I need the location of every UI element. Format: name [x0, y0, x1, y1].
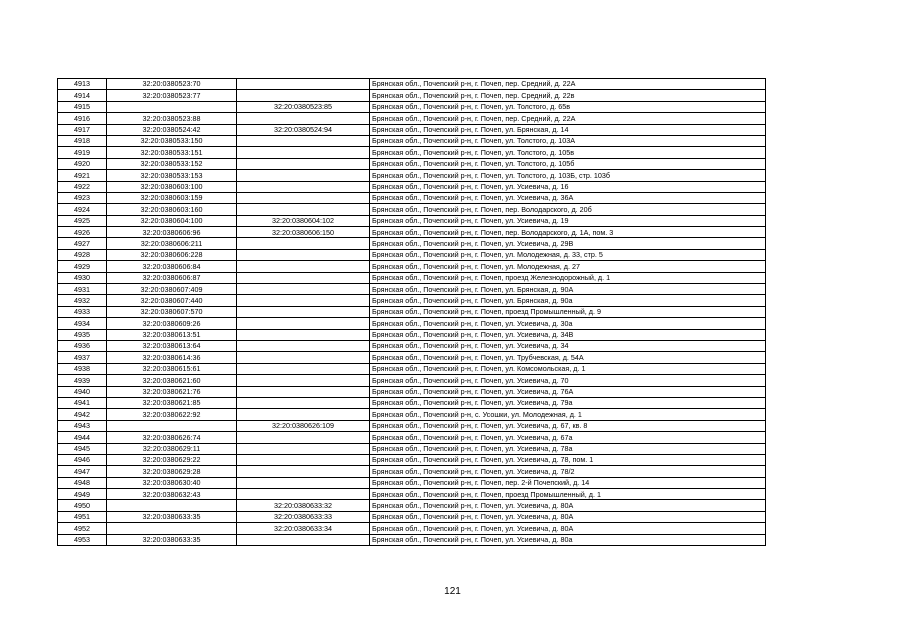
table-row — [58, 147, 766, 158]
table-row — [58, 511, 766, 522]
linked-cadastral-number-cell — [237, 272, 370, 283]
table-row — [58, 432, 766, 443]
address-cell: Брянская обл., Почепский р-н, г. Почеп, пер. Володарского, д. 20б — [370, 204, 766, 215]
row-number-cell: 4938 — [58, 363, 107, 374]
cadastral-number-cell: 32:20:0380607:440 — [107, 295, 237, 306]
table-row — [58, 204, 766, 215]
row-number-cell: 4927 — [58, 238, 107, 249]
address-cell: Брянская обл., Почепский р-н, г. Почеп, пер. Средний, д. 22в — [370, 90, 766, 101]
linked-cadastral-number-cell — [237, 318, 370, 329]
table-row — [58, 284, 766, 295]
table-row — [58, 158, 766, 169]
cadastral-number-cell: 32:20:0380533:153 — [107, 170, 237, 181]
address-cell: Брянская обл., Почепский р-н, г. Почеп, ул. Усиевича, д. 80А — [370, 500, 766, 511]
linked-cadastral-number-cell — [237, 443, 370, 454]
row-number-cell: 4915 — [58, 101, 107, 112]
row-number-cell: 4920 — [58, 158, 107, 169]
row-number-cell: 4949 — [58, 489, 107, 500]
cadastral-number-cell: 32:20:0380606:84 — [107, 261, 237, 272]
row-number-cell: 4947 — [58, 466, 107, 477]
table-row — [58, 113, 766, 124]
table-row — [58, 375, 766, 386]
linked-cadastral-number-cell — [237, 249, 370, 260]
cadastral-number-cell: 32:20:0380613:64 — [107, 340, 237, 351]
table-row — [58, 238, 766, 249]
linked-cadastral-number-cell — [237, 386, 370, 397]
linked-cadastral-number-cell: 32:20:0380606:150 — [237, 227, 370, 238]
row-number-cell: 4919 — [58, 147, 107, 158]
table-row — [58, 363, 766, 374]
table-row — [58, 489, 766, 500]
row-number-cell: 4944 — [58, 432, 107, 443]
registry-table — [57, 78, 766, 546]
address-cell: Брянская обл., Почепский р-н, г. Почеп, ул. Брянская, д. 90А — [370, 284, 766, 295]
linked-cadastral-number-cell: 32:20:0380626:109 — [237, 420, 370, 431]
cadastral-number-cell: 32:20:0380523:88 — [107, 113, 237, 124]
address-cell: Брянская обл., Почепский р-н, г. Почеп, проезд Промышленный, д. 9 — [370, 306, 766, 317]
cadastral-number-cell: 32:20:0380533:151 — [107, 147, 237, 158]
linked-cadastral-number-cell — [237, 113, 370, 124]
address-cell: Брянская обл., Почепский р-н, г. Почеп, ул. Толстого, д. 65в — [370, 101, 766, 112]
linked-cadastral-number-cell — [237, 181, 370, 192]
cadastral-number-cell: 32:20:0380633:35 — [107, 534, 237, 545]
table-row — [58, 318, 766, 329]
linked-cadastral-number-cell — [237, 340, 370, 351]
address-cell: Брянская обл., Почепский р-н, г. Почеп, ул. Усиевича, д. 80А — [370, 523, 766, 534]
table-row — [58, 329, 766, 340]
address-cell: Брянская обл., Почепский р-н, г. Почеп, ул. Комсомольская, д. 1 — [370, 363, 766, 374]
linked-cadastral-number-cell — [237, 295, 370, 306]
row-number-cell: 4929 — [58, 261, 107, 272]
address-cell: Брянская обл., Почепский р-н, г. Почеп, ул. Усиевича, д. 78, пом. 1 — [370, 454, 766, 465]
linked-cadastral-number-cell — [237, 352, 370, 363]
row-number-cell: 4935 — [58, 329, 107, 340]
linked-cadastral-number-cell — [237, 90, 370, 101]
linked-cadastral-number-cell — [237, 432, 370, 443]
address-cell: Брянская обл., Почепский р-н, с. Усошки, ул. Молодежная, д. 1 — [370, 409, 766, 420]
row-number-cell: 4952 — [58, 523, 107, 534]
table-row — [58, 90, 766, 101]
row-number-cell: 4937 — [58, 352, 107, 363]
table-row — [58, 272, 766, 283]
cadastral-number-cell: 32:20:0380613:51 — [107, 329, 237, 340]
cadastral-number-cell: 32:20:0380524:42 — [107, 124, 237, 135]
cadastral-number-cell: 32:20:0380606:228 — [107, 249, 237, 260]
row-number-cell: 4926 — [58, 227, 107, 238]
address-cell: Брянская обл., Почепский р-н, г. Почеп, ул. Усиевича, д. 30а — [370, 318, 766, 329]
table-row — [58, 170, 766, 181]
linked-cadastral-number-cell — [237, 409, 370, 420]
address-cell: Брянская обл., Почепский р-н, г. Почеп, пер. Средний, д. 22А — [370, 79, 766, 90]
table-row — [58, 261, 766, 272]
row-number-cell: 4913 — [58, 79, 107, 90]
table-row — [58, 181, 766, 192]
address-cell: Брянская обл., Почепский р-н, г. Почеп, ул. Усиевича, д. 67а — [370, 432, 766, 443]
address-cell: Брянская обл., Почепский р-н, г. Почеп, ул. Толстого, д. 105б — [370, 158, 766, 169]
linked-cadastral-number-cell — [237, 170, 370, 181]
row-number-cell: 4942 — [58, 409, 107, 420]
row-number-cell: 4941 — [58, 397, 107, 408]
cadastral-number-cell: 32:20:0380621:60 — [107, 375, 237, 386]
table-row — [58, 295, 766, 306]
linked-cadastral-number-cell: 32:20:0380633:32 — [237, 500, 370, 511]
address-cell: Брянская обл., Почепский р-н, г. Почеп, ул. Трубчевская, д. 54А — [370, 352, 766, 363]
table-row — [58, 215, 766, 226]
row-number-cell: 4930 — [58, 272, 107, 283]
table-row — [58, 420, 766, 431]
row-number-cell: 4918 — [58, 135, 107, 146]
row-number-cell: 4940 — [58, 386, 107, 397]
address-cell: Брянская обл., Почепский р-н, г. Почеп, ул. Толстого, д. 105в — [370, 147, 766, 158]
row-number-cell: 4948 — [58, 477, 107, 488]
table-row — [58, 443, 766, 454]
page-number: 121 — [444, 586, 461, 597]
linked-cadastral-number-cell: 32:20:0380633:34 — [237, 523, 370, 534]
cadastral-number-cell: 32:20:0380523:77 — [107, 90, 237, 101]
address-cell: Брянская обл., Почепский р-н, г. Почеп, пер. Володарского, д. 1А, пом. 3 — [370, 227, 766, 238]
row-number-cell: 4914 — [58, 90, 107, 101]
cadastral-number-cell — [107, 101, 237, 112]
linked-cadastral-number-cell — [237, 329, 370, 340]
linked-cadastral-number-cell — [237, 204, 370, 215]
address-cell: Брянская обл., Почепский р-н, г. Почеп, ул. Усиевича, д. 16 — [370, 181, 766, 192]
linked-cadastral-number-cell — [237, 135, 370, 146]
cadastral-number-cell: 32:20:0380615:61 — [107, 363, 237, 374]
cadastral-number-cell: 32:20:0380606:87 — [107, 272, 237, 283]
cadastral-number-cell: 32:20:0380607:570 — [107, 306, 237, 317]
address-cell: Брянская обл., Почепский р-н, г. Почеп, проезд Железнодорожный, д. 1 — [370, 272, 766, 283]
row-number-cell: 4951 — [58, 511, 107, 522]
row-number-cell: 4916 — [58, 113, 107, 124]
table-row — [58, 101, 766, 112]
address-cell: Брянская обл., Почепский р-н, г. Почеп, ул. Усиевича, д. 34 — [370, 340, 766, 351]
row-number-cell: 4950 — [58, 500, 107, 511]
row-number-cell: 4943 — [58, 420, 107, 431]
row-number-cell: 4928 — [58, 249, 107, 260]
linked-cadastral-number-cell — [237, 79, 370, 90]
row-number-cell: 4922 — [58, 181, 107, 192]
table-row — [58, 227, 766, 238]
cadastral-number-cell: 32:20:0380621:76 — [107, 386, 237, 397]
row-number-cell: 4933 — [58, 306, 107, 317]
cadastral-number-cell: 32:20:0380621:85 — [107, 397, 237, 408]
address-cell: Брянская обл., Почепский р-н, г. Почеп, ул. Усиевича, д. 67, кв. 8 — [370, 420, 766, 431]
linked-cadastral-number-cell: 32:20:0380633:33 — [237, 511, 370, 522]
cadastral-number-cell: 32:20:0380614:36 — [107, 352, 237, 363]
table-row — [58, 135, 766, 146]
table-body — [58, 79, 766, 546]
linked-cadastral-number-cell — [237, 192, 370, 203]
cadastral-number-cell: 32:20:0380603:159 — [107, 192, 237, 203]
address-cell: Брянская обл., Почепский р-н, г. Почеп, ул. Усиевича, д. 80А — [370, 511, 766, 522]
cadastral-number-cell: 32:20:0380607:409 — [107, 284, 237, 295]
address-cell: Брянская обл., Почепский р-н, г. Почеп, ул. Усиевича, д. 79а — [370, 397, 766, 408]
cadastral-number-cell: 32:20:0380606:96 — [107, 227, 237, 238]
linked-cadastral-number-cell — [237, 363, 370, 374]
address-cell: Брянская обл., Почепский р-н, г. Почеп, ул. Молодежная, д. 33, стр. 5 — [370, 249, 766, 260]
address-cell: Брянская обл., Почепский р-н, г. Почеп, пер. 2-й Почепский, д. 14 — [370, 477, 766, 488]
address-cell: Брянская обл., Почепский р-н, г. Почеп, ул. Молодежная, д. 27 — [370, 261, 766, 272]
table-row — [58, 249, 766, 260]
address-cell: Брянская обл., Почепский р-н, г. Почеп, ул. Толстого, д. 103А — [370, 135, 766, 146]
address-cell: Брянская обл., Почепский р-н, г. Почеп, ул. Брянская, д. 90а — [370, 295, 766, 306]
cadastral-number-cell: 32:20:0380609:26 — [107, 318, 237, 329]
cadastral-number-cell — [107, 523, 237, 534]
table-row — [58, 500, 766, 511]
table-row — [58, 477, 766, 488]
linked-cadastral-number-cell — [237, 158, 370, 169]
address-cell: Брянская обл., Почепский р-н, г. Почеп, ул. Усиевича, д. 29В — [370, 238, 766, 249]
address-cell: Брянская обл., Почепский р-н, г. Почеп, ул. Усиевича, д. 36А — [370, 192, 766, 203]
cadastral-number-cell: 32:20:0380629:11 — [107, 443, 237, 454]
linked-cadastral-number-cell — [237, 477, 370, 488]
address-cell: Брянская обл., Почепский р-н, г. Почеп, ул. Усиевича, д. 78а — [370, 443, 766, 454]
table-row — [58, 409, 766, 420]
address-cell: Брянская обл., Почепский р-н, г. Почеп, ул. Усиевича, д. 19 — [370, 215, 766, 226]
cadastral-number-cell — [107, 420, 237, 431]
address-cell: Брянская обл., Почепский р-н, г. Почеп, проезд Промышленный, д. 1 — [370, 489, 766, 500]
row-number-cell: 4936 — [58, 340, 107, 351]
linked-cadastral-number-cell — [237, 466, 370, 477]
row-number-cell: 4925 — [58, 215, 107, 226]
linked-cadastral-number-cell — [237, 284, 370, 295]
cadastral-number-cell: 32:20:0380533:150 — [107, 135, 237, 146]
address-cell: Брянская обл., Почепский р-н, г. Почеп, ул. Усиевича, д. 76А — [370, 386, 766, 397]
row-number-cell: 4923 — [58, 192, 107, 203]
row-number-cell: 4932 — [58, 295, 107, 306]
cadastral-number-cell: 32:20:0380606:211 — [107, 238, 237, 249]
table-row — [58, 386, 766, 397]
linked-cadastral-number-cell — [237, 147, 370, 158]
cadastral-number-cell: 32:20:0380632:43 — [107, 489, 237, 500]
cadastral-number-cell: 32:20:0380629:22 — [107, 454, 237, 465]
linked-cadastral-number-cell — [237, 306, 370, 317]
linked-cadastral-number-cell: 32:20:0380524:94 — [237, 124, 370, 135]
table-row — [58, 340, 766, 351]
table-row — [58, 534, 766, 545]
table-row — [58, 79, 766, 90]
row-number-cell: 4917 — [58, 124, 107, 135]
linked-cadastral-number-cell — [237, 489, 370, 500]
cadastral-number-cell: 32:20:0380523:70 — [107, 79, 237, 90]
cadastral-number-cell: 32:20:0380533:152 — [107, 158, 237, 169]
linked-cadastral-number-cell: 32:20:0380523:85 — [237, 101, 370, 112]
linked-cadastral-number-cell — [237, 238, 370, 249]
table-row — [58, 352, 766, 363]
linked-cadastral-number-cell — [237, 375, 370, 386]
cadastral-number-cell: 32:20:0380603:100 — [107, 181, 237, 192]
table-row — [58, 306, 766, 317]
address-cell: Брянская обл., Почепский р-н, г. Почеп, ул. Усиевича, д. 80а — [370, 534, 766, 545]
row-number-cell: 4953 — [58, 534, 107, 545]
row-number-cell: 4921 — [58, 170, 107, 181]
table-row — [58, 192, 766, 203]
table-row — [58, 466, 766, 477]
linked-cadastral-number-cell: 32:20:0380604:102 — [237, 215, 370, 226]
address-cell: Брянская обл., Почепский р-н, г. Почеп, ул. Толстого, д. 103Б, стр. 103б — [370, 170, 766, 181]
row-number-cell: 4934 — [58, 318, 107, 329]
cadastral-number-cell: 32:20:0380626:74 — [107, 432, 237, 443]
address-cell: Брянская обл., Почепский р-н, г. Почеп, ул. Брянская, д. 14 — [370, 124, 766, 135]
address-cell: Брянская обл., Почепский р-н, г. Почеп, ул. Усиевича, д. 34В — [370, 329, 766, 340]
linked-cadastral-number-cell — [237, 454, 370, 465]
linked-cadastral-number-cell — [237, 534, 370, 545]
cadastral-number-cell: 32:20:0380604:100 — [107, 215, 237, 226]
table-row — [58, 454, 766, 465]
table-row — [58, 124, 766, 135]
row-number-cell: 4946 — [58, 454, 107, 465]
address-cell: Брянская обл., Почепский р-н, г. Почеп, ул. Усиевича, д. 78/2 — [370, 466, 766, 477]
row-number-cell: 4945 — [58, 443, 107, 454]
cadastral-number-cell: 32:20:0380629:28 — [107, 466, 237, 477]
address-cell: Брянская обл., Почепский р-н, г. Почеп, ул. Усиевича, д. 70 — [370, 375, 766, 386]
linked-cadastral-number-cell — [237, 397, 370, 408]
row-number-cell: 4931 — [58, 284, 107, 295]
cadastral-number-cell: 32:20:0380603:160 — [107, 204, 237, 215]
address-cell: Брянская обл., Почепский р-н, г. Почеп, пер. Средний, д. 22А — [370, 113, 766, 124]
row-number-cell: 4924 — [58, 204, 107, 215]
cadastral-number-cell: 32:20:0380633:35 — [107, 511, 237, 522]
table-row — [58, 397, 766, 408]
table-row — [58, 523, 766, 534]
row-number-cell: 4939 — [58, 375, 107, 386]
cadastral-number-cell — [107, 500, 237, 511]
cadastral-number-cell: 32:20:0380622:92 — [107, 409, 237, 420]
linked-cadastral-number-cell — [237, 261, 370, 272]
cadastral-number-cell: 32:20:0380630:40 — [107, 477, 237, 488]
